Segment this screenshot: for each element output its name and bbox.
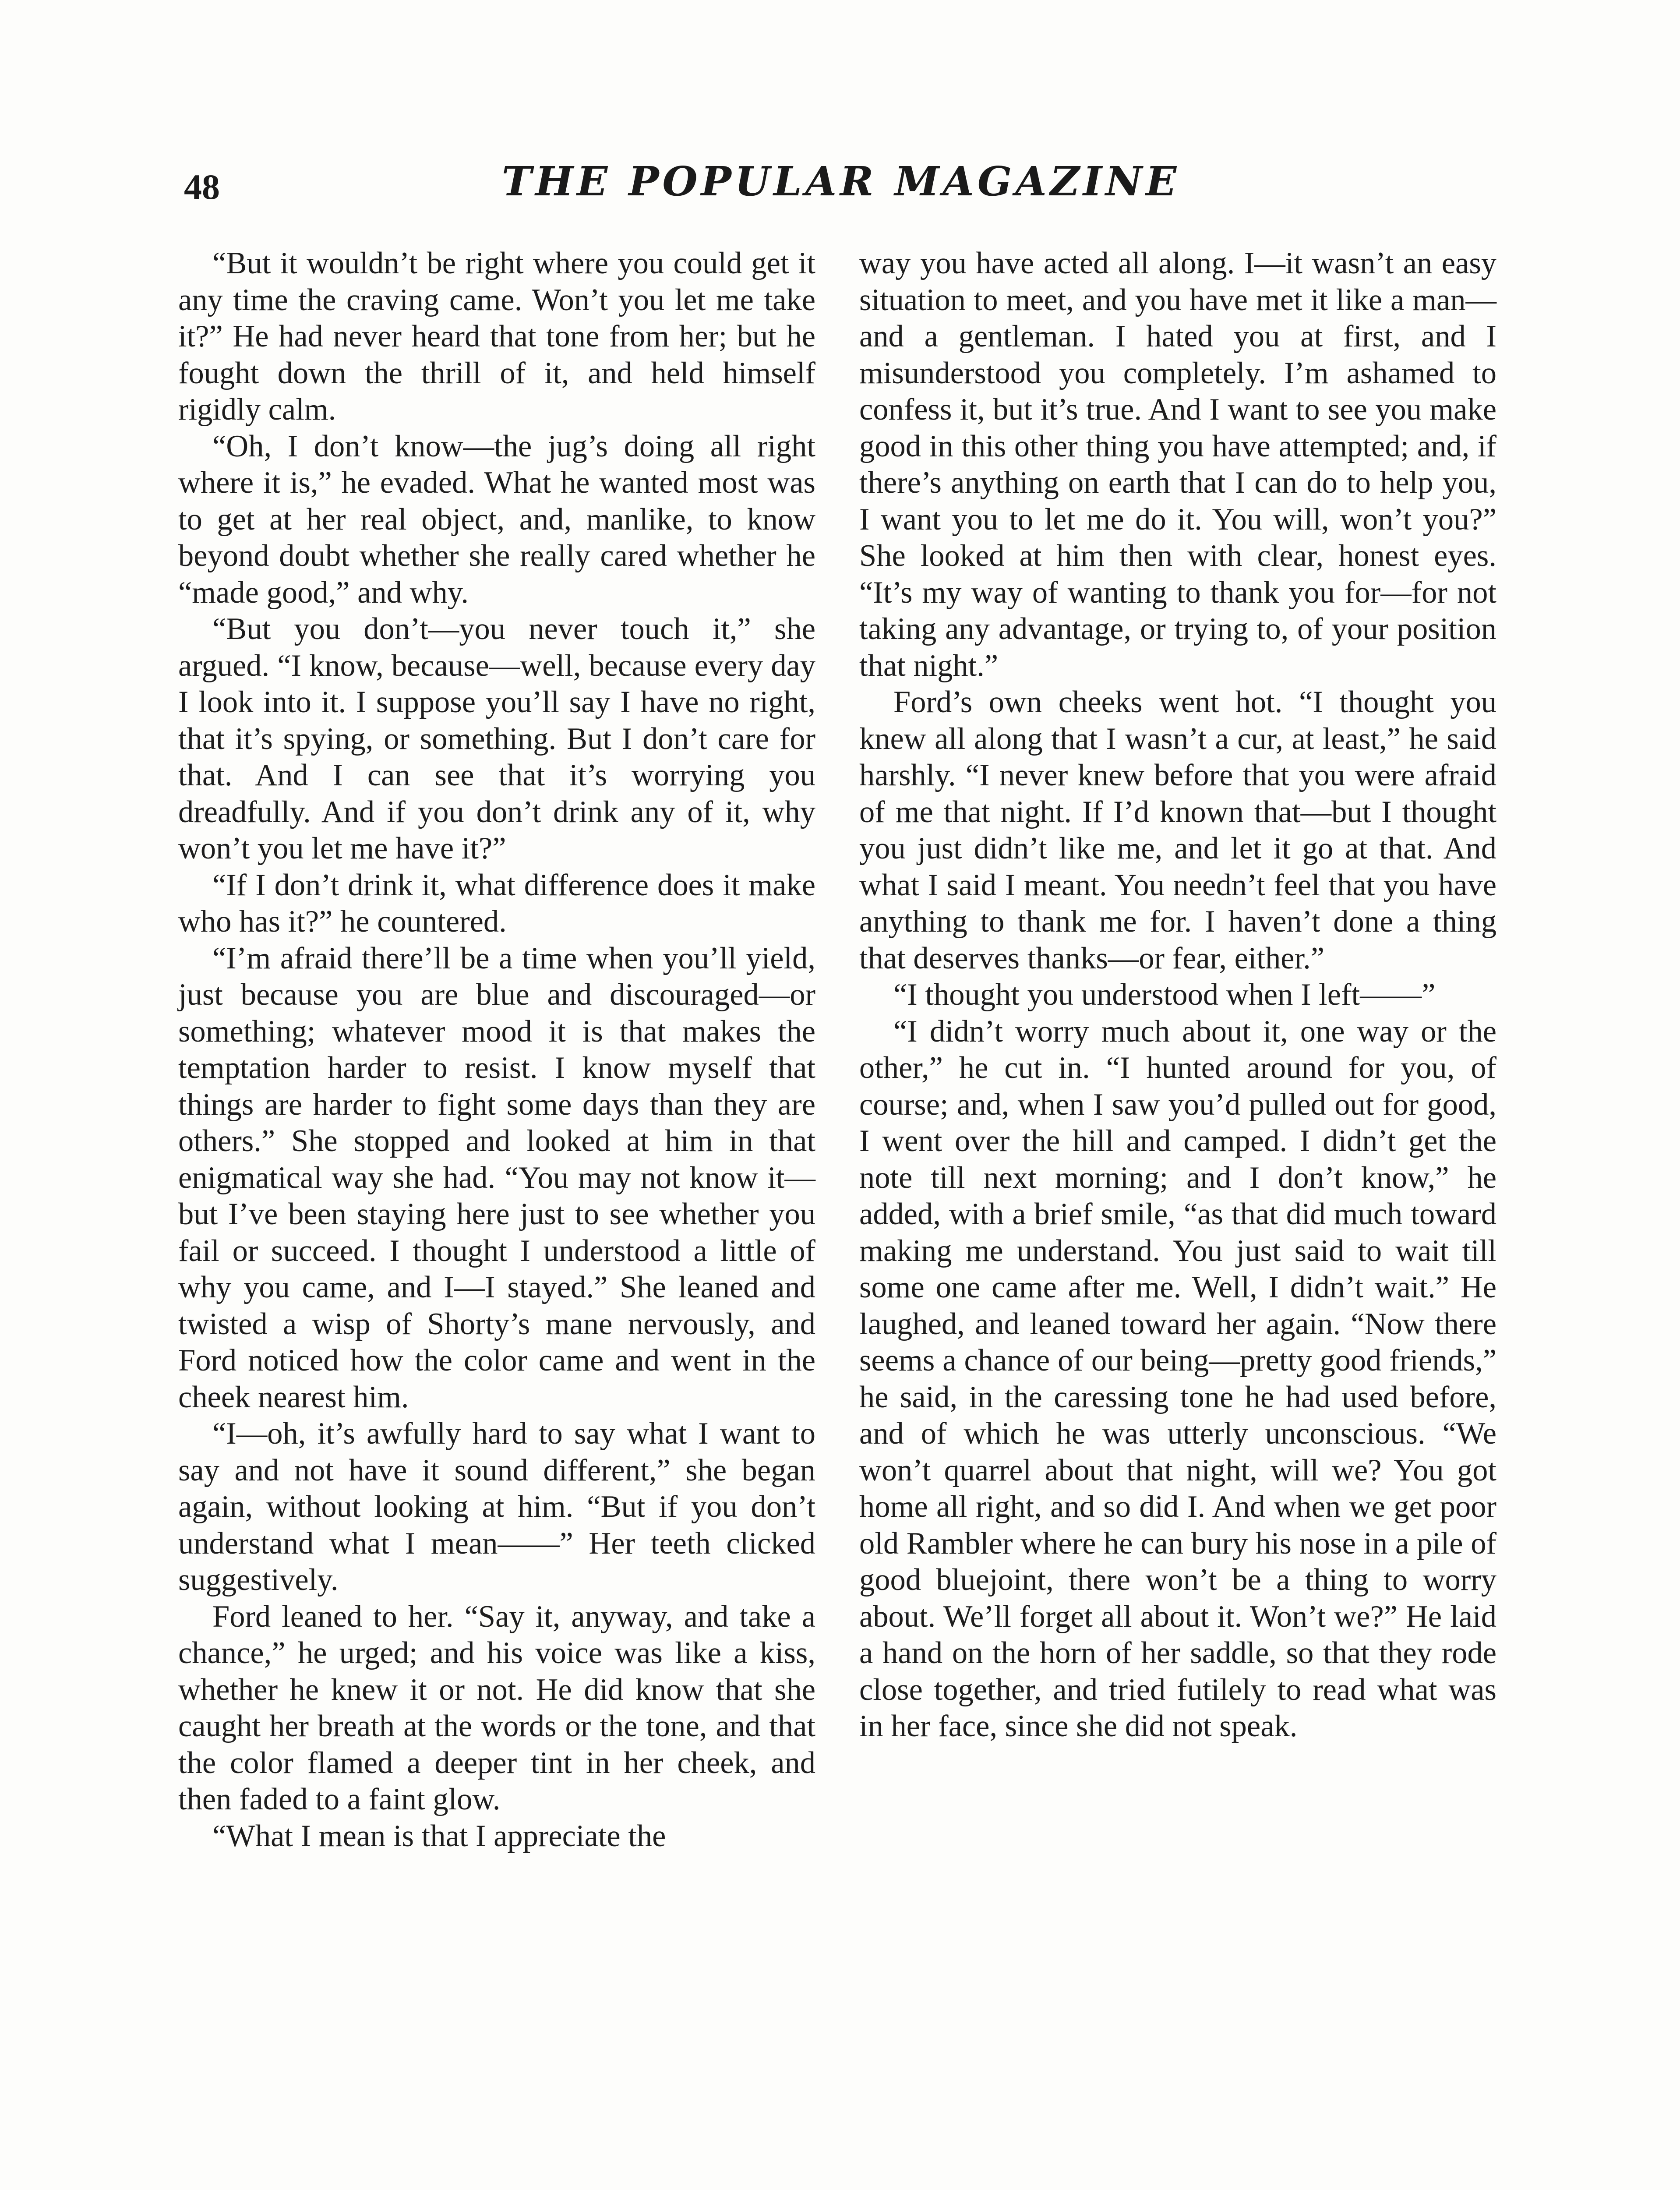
right-column bbox=[859, 245, 1496, 2190]
paragraph: “But you don’t—you never touch it,” she argued. “I know, because—well, because every day I look into it. I suppose you’ll say I have no right, that it’s spying, or something. But I don’t care for that. And I can see that it’s worrying you dreadfully. And if you don’t drink any of it, why won’t you let me have it?” bbox=[178, 612, 815, 865]
paragraph: “I didn’t worry much about it, one way or the other,” he cut in. “I hunted around for you, of course; and, when I saw you’d pulled out for good, I went over the hill and camped. I didn’t get the note till next morning; and I don’t know,” he added, with a brief smile, “as that did much toward making me understand. You just said to wait till some one came after me. Well, I didn’t wait.” He laughed, and leaned toward her again. “Now there seems a chance of our being—pretty good friends,” he said, in the caressing tone he had used before, and of which he was utterly unconscious. “We won’t quarrel about that night, will we? You got home all right, and so did I. And when we get poor old Rambler where he can bury his nose in a pile of good bluejoint, there won’t be a thing to worry about. We’ll forget all about it. Won’t we?” He laid a hand on the horn of her saddle, so that they rode close together, and tried futilely to read what was in her face, since she did not speak. bbox=[859, 1014, 1496, 1743]
left-column bbox=[178, 245, 815, 2190]
paragraph: “What I mean is that I appreciate the bbox=[212, 1819, 666, 1853]
paragraph: “I—oh, it’s awfully hard to say what I want to say and not have it sound different,” she began again, without looking at him. “But if you don’t understand what I mean——” Her teeth clicked suggestively. bbox=[178, 1416, 815, 1597]
paragraph: Ford’s own cheeks went hot. “I thought you knew all along that I wasn’t a cur, at least,” he said harshly. “I never knew before that you were afraid of me that night. If I’d known that—but I thought you just didn’t like me, and let it go at that. And what I said I meant. You needn’t feel that you have anything to thank me for. I haven’t done a thing that deserves thanks—or fear, either.” bbox=[859, 685, 1496, 975]
paragraph: “I’m afraid there’ll be a time when you’ll yield, just because you are blue and discouraged—or something; whatever mood it is that makes the temptation harder to resist. I know myself that things are harder to fight some days than they are others.” She stopped and looked at him in that enigmatical way she had. “You may not know it—but I’ve been staying here just to see whether you fail or succeed. I thought I understood a little of why you came, and I—I stayed.” She leaned and twisted a wisp of Shorty’s mane nervously, and Ford noticed how the color came and went in the cheek nearest him. bbox=[178, 941, 815, 1414]
paragraph: Ford leaned to her. “Say it, anyway, and take a chance,” he urged; and his voice was like a kiss, whether he knew it or not. He did know that she caught her breath at the words or the tone, and that the color flamed a deeper tint in her cheek, and then faded to a faint glow. bbox=[178, 1599, 815, 1816]
paragraph-continued: way you have acted all along. I—it wasn’t an easy situation to meet, and you have met it like a man—and a gentleman. I hated you at first, and I misunderstood you completely. I’m ashamed to confess it, but it’s true. And I want to see you make good in this other thing you have attempted; and, if there’s anything on earth that I can do to help you, I want you to let me do it. You will, won’t you?” She looked at him then with clear, honest eyes. “It’s my way of wanting to thank you for—for not taking any advantage, or trying to, of your position that night.” bbox=[859, 246, 1496, 683]
running-title: THE POPULAR MAGAZINE bbox=[501, 158, 1180, 205]
paragraph: “I thought you understood when I left——” bbox=[893, 978, 1436, 1012]
page-header bbox=[184, 158, 1498, 223]
page-number: 48 bbox=[184, 167, 220, 207]
paragraph: “Oh, I don’t know—the jug’s doing all right where it is,” he evaded. What he wanted most was to get at her real object, and, manlike, to know beyond doubt whether she really cared whether he “made good,” and why. bbox=[178, 429, 815, 610]
paragraph: “But it wouldn’t be right where you could get it any time the craving came. Won’t you let me take it?” He had never heard that tone from her; but he fought down the thrill of it, and held himself rigidly calm. bbox=[178, 246, 815, 427]
paragraph: “If I don’t drink it, what difference does it make who has it?” he countered. bbox=[178, 868, 815, 939]
